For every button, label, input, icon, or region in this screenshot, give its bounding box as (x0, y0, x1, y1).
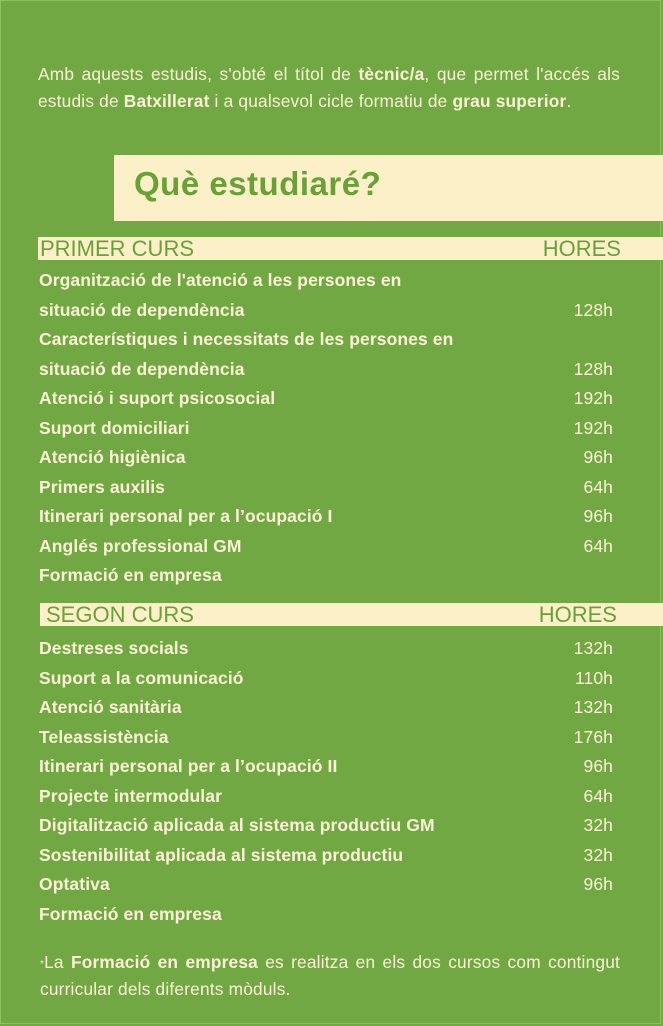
module-name: Digitalització aplicada al sistema productiu GM (39, 815, 435, 835)
module-row (39, 870, 613, 900)
footnote: *La Formació en empresa es realitza en els dos cursos com contingut curricular dels diferents mòduls. (40, 952, 621, 999)
page-title: Què estudiaré? (134, 165, 382, 202)
module-hours: 64h (583, 476, 613, 497)
module-row (39, 325, 613, 384)
module-hours: 96h (583, 506, 613, 526)
module-name: Optativa (39, 874, 110, 894)
module-hours: 192h (573, 388, 613, 408)
module-row (39, 443, 613, 473)
module-name: Organització de l'atenció a les persones en situació de dependència (39, 270, 402, 320)
module-name: Formació en empresa (39, 903, 222, 924)
module-row (39, 634, 613, 664)
module-hours: 176h (573, 726, 613, 747)
module-hours: 128h (573, 358, 613, 379)
module-hours: 96h (583, 756, 613, 776)
batxillerat-text: Batxillerat (123, 91, 210, 111)
second-year-label: SEGON CURS (46, 602, 194, 627)
module-row (39, 841, 613, 871)
module-name: Atenció sanitària (39, 697, 182, 717)
module-name: Teleassistència (39, 726, 169, 747)
module-row (39, 900, 613, 930)
module-row (39, 723, 613, 753)
module-name: Destreses socials (39, 638, 189, 658)
second-year-modules (39, 634, 613, 929)
module-name: Formació en empresa (39, 565, 222, 585)
module-hours: 96h (583, 874, 613, 894)
module-row (39, 782, 613, 812)
module-row (39, 266, 613, 325)
module-name: Atenció i suport psicosocial (39, 388, 276, 408)
module-name: Anglés professional GM (39, 535, 242, 556)
module-name: Primers auxilis (39, 476, 166, 497)
intro-paragraph: Amb aquests estudis, s'obté el títol de tècnic/a, que permet l'accés als estudis de Batxillerat i a qualsevol cicle formatiu de grau superior. (38, 64, 620, 111)
module-hours: 132h (573, 697, 613, 717)
module-hours: 32h (583, 844, 613, 865)
title-banner (114, 155, 663, 221)
module-row (39, 473, 613, 503)
module-row (39, 811, 613, 841)
module-hours: 192h (573, 417, 613, 438)
module-hours: 64h (583, 535, 613, 556)
module-row (39, 384, 613, 414)
module-hours: 128h (573, 299, 613, 320)
second-year-hours-label: HORES (538, 602, 617, 627)
first-year-label: PRIMER CURS (40, 236, 195, 261)
module-row (39, 414, 613, 444)
first-year-hours-label: HORES (542, 236, 621, 261)
first-year-header (38, 237, 663, 260)
title-degree: tècnic/a (358, 64, 425, 84)
module-hours: 132h (573, 638, 613, 658)
second-year-header (40, 603, 663, 626)
module-name: Característiques i necessitats de les persones en situació de dependència (39, 329, 454, 379)
module-row (39, 752, 613, 782)
module-name: Suport a la comunicació (39, 667, 244, 688)
module-name: Itinerari personal per a l’ocupació I (39, 506, 333, 526)
module-row (39, 664, 613, 694)
module-name: Sostenibilitat aplicada al sistema productiu (39, 844, 404, 865)
module-name: Suport domiciliari (39, 417, 190, 438)
module-name: Atenció higiènica (39, 447, 186, 467)
module-hours: 110h (574, 667, 613, 688)
module-name: Projecte intermodular (39, 785, 222, 806)
module-row (39, 561, 613, 591)
footnote-highlight: Formació en empresa (70, 952, 258, 972)
grau-superior-text: grau superior (452, 91, 567, 111)
module-hours: 32h (583, 815, 613, 835)
module-row (39, 693, 613, 723)
module-row (39, 532, 613, 562)
module-hours: 64h (583, 785, 613, 806)
first-year-modules (39, 266, 613, 591)
module-name: Itinerari personal per a l’ocupació II (39, 756, 338, 776)
module-hours: 96h (583, 447, 613, 467)
module-row (39, 502, 613, 532)
